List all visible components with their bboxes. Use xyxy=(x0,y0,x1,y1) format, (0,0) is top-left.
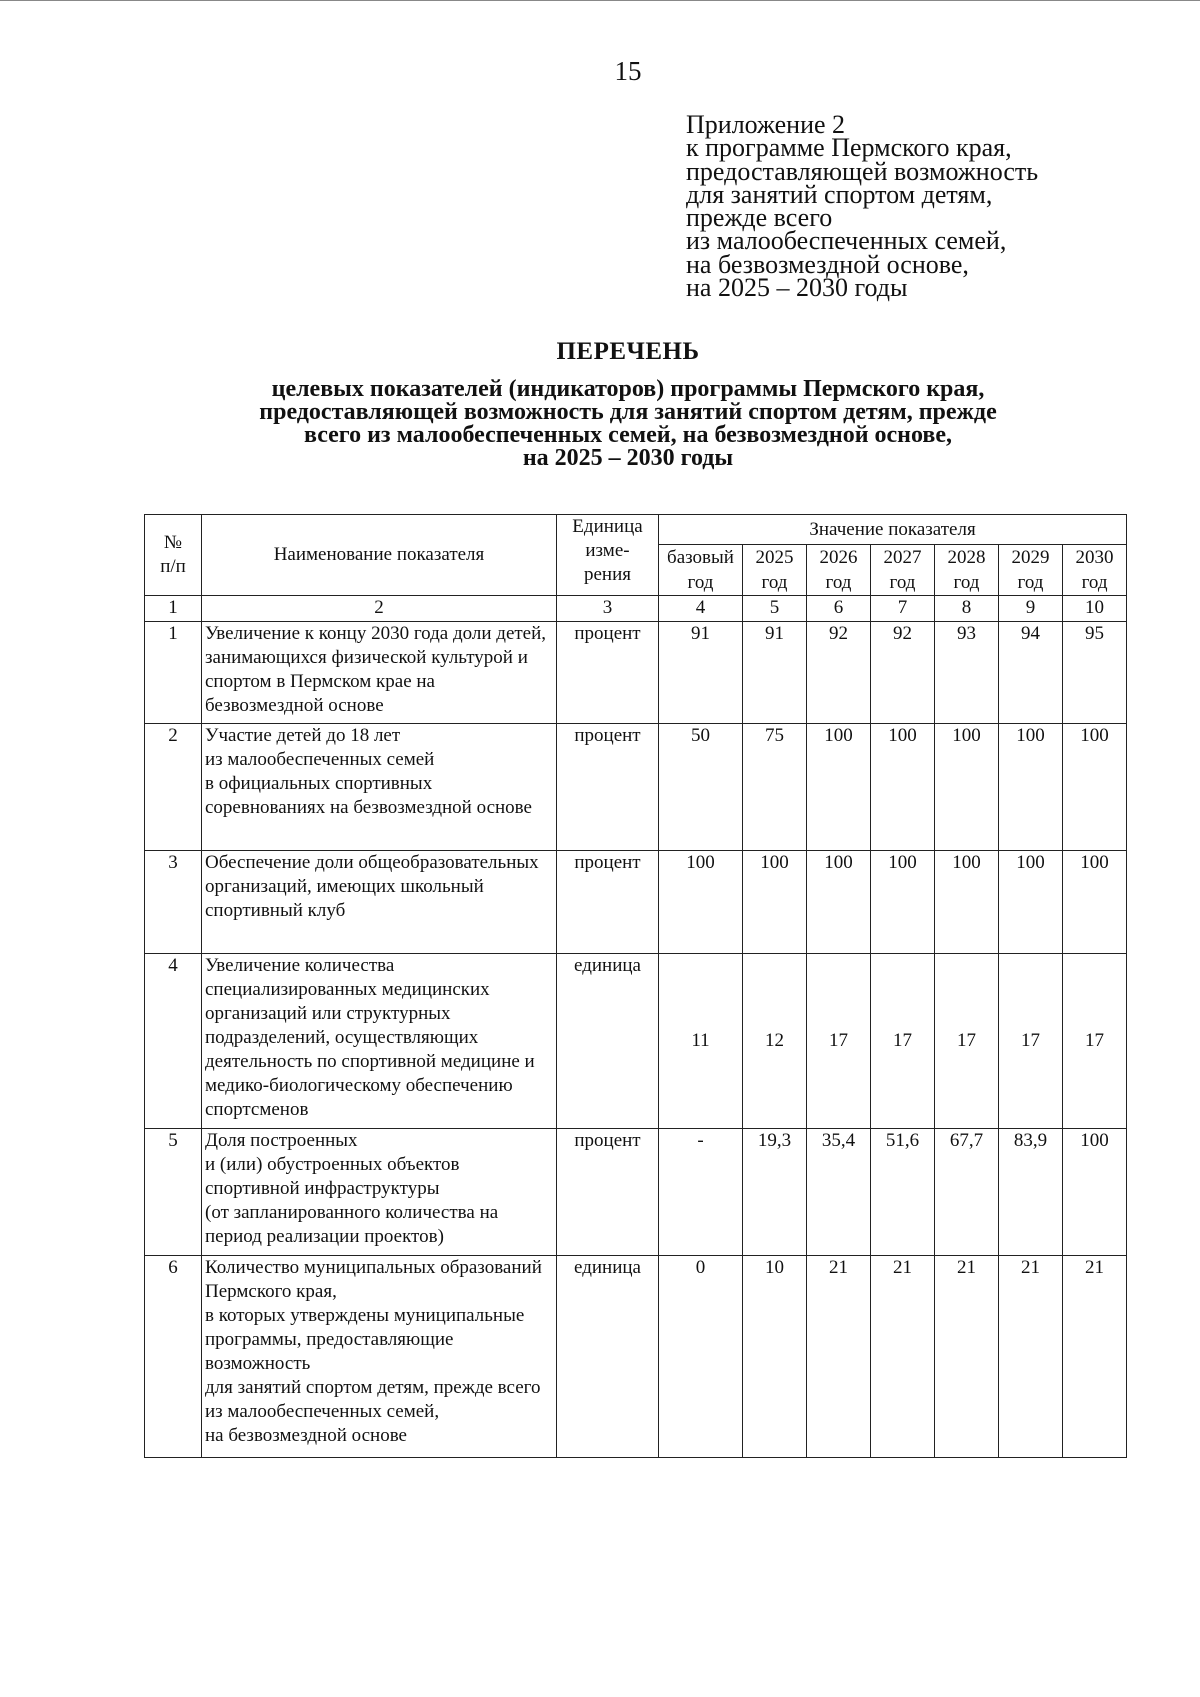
document-title: ПЕРЕЧЕНЬ xyxy=(556,338,700,365)
column-number: 3 xyxy=(557,596,659,622)
column-number: 4 xyxy=(659,596,743,622)
indicator-name: Количество муниципальных образований Пермского края, в которых утверждены муниципальные программы, предоставляющие возможность для занятий спортом детям, прежде всего из малообеспеченных семей, на безвозмездной основе xyxy=(202,1256,557,1458)
value-2028: 67,7 xyxy=(935,1129,999,1256)
value-2025: 10 xyxy=(743,1256,807,1458)
indicator-unit: процент xyxy=(557,622,659,724)
column-number: 9 xyxy=(999,596,1063,622)
value-2029: 100 xyxy=(999,724,1063,851)
page-number: 15 xyxy=(614,56,642,86)
value-2029: 21 xyxy=(999,1256,1063,1458)
header-year-2029: 2029 год xyxy=(999,545,1063,596)
column-number: 8 xyxy=(935,596,999,622)
indicator-name: Увеличение количества специализированных медицинских организаций или структурных подразделений, осуществляющих деятельность по спортивной медицине и медико-биологическому обеспечению спортсменов xyxy=(202,954,557,1129)
value-base: 50 xyxy=(659,724,743,851)
indicator-name: Доля построенных и (или) обустроенных объектов спортивной инфраструктуры (от запланированного количества на период реализации проектов) xyxy=(202,1129,557,1256)
column-number: 10 xyxy=(1063,596,1127,622)
value-2030: 100 xyxy=(1063,851,1127,954)
header-year-2030: 2030 год xyxy=(1063,545,1127,596)
value-base: 11 xyxy=(659,954,743,1129)
value-2030: 100 xyxy=(1063,724,1127,851)
indicator-name: Участие детей до 18 лет из малообеспеченных семей в официальных спортивных соревнованиях на безвозмездной основе xyxy=(202,724,557,851)
value-2029: 100 xyxy=(999,851,1063,954)
table-row xyxy=(145,724,1127,851)
row-num: 5 xyxy=(145,1129,202,1256)
value-2025: 75 xyxy=(743,724,807,851)
indicator-unit: единица xyxy=(557,1256,659,1458)
value-2025: 91 xyxy=(743,622,807,724)
value-2027: 92 xyxy=(871,622,935,724)
table-row xyxy=(145,1256,1127,1458)
column-number: 7 xyxy=(871,596,935,622)
row-num: 1 xyxy=(145,622,202,724)
value-2026: 100 xyxy=(807,724,871,851)
column-number: 5 xyxy=(743,596,807,622)
value-2030: 95 xyxy=(1063,622,1127,724)
indicator-unit: процент xyxy=(557,851,659,954)
header-year-2026: 2026 год xyxy=(807,545,871,596)
value-2027: 17 xyxy=(871,954,935,1129)
header-unit: Единица изме- рения xyxy=(557,515,659,596)
value-2030: 17 xyxy=(1063,954,1127,1129)
header-value-group: Значение показателя xyxy=(659,515,1127,545)
table-row xyxy=(145,954,1127,1129)
value-2029: 94 xyxy=(999,622,1063,724)
value-2025: 100 xyxy=(743,851,807,954)
value-2029: 17 xyxy=(999,954,1063,1129)
column-numbers-row xyxy=(145,596,1127,622)
header-year-base: базовый год xyxy=(659,545,743,596)
row-num: 3 xyxy=(145,851,202,954)
indicator-unit: процент xyxy=(557,1129,659,1256)
indicator-unit: единица xyxy=(557,954,659,1129)
indicator-name: Обеспечение доли общеобразовательных организаций, имеющих школьный спортивный клуб xyxy=(202,851,557,954)
value-2027: 51,6 xyxy=(871,1129,935,1256)
value-2026: 17 xyxy=(807,954,871,1129)
value-2028: 93 xyxy=(935,622,999,724)
value-base: 0 xyxy=(659,1256,743,1458)
header-year-2025: 2025 год xyxy=(743,545,807,596)
value-2030: 100 xyxy=(1063,1129,1127,1256)
value-2028: 100 xyxy=(935,724,999,851)
header-num: № п/п xyxy=(145,515,202,596)
value-2030: 21 xyxy=(1063,1256,1127,1458)
value-2027: 21 xyxy=(871,1256,935,1458)
header-year-2028: 2028 год xyxy=(935,545,999,596)
value-2028: 17 xyxy=(935,954,999,1129)
table-row xyxy=(145,851,1127,954)
value-2026: 21 xyxy=(807,1256,871,1458)
row-num: 2 xyxy=(145,724,202,851)
column-number: 2 xyxy=(202,596,557,622)
appendix-note: Приложение 2 к программе Пермского края, предоставляющей возможность для занятий спортом детям, прежде всего из малообеспеченных семей, на безвозмездной основе, на 2025 – 2030 годы xyxy=(686,110,1039,303)
header-year-2027: 2027 год xyxy=(871,545,935,596)
indicator-unit: процент xyxy=(557,724,659,851)
value-2027: 100 xyxy=(871,724,935,851)
column-number: 6 xyxy=(807,596,871,622)
value-base: 100 xyxy=(659,851,743,954)
table-header-row xyxy=(145,515,1127,545)
table-row xyxy=(145,622,1127,724)
value-base: - xyxy=(659,1129,743,1256)
value-2028: 21 xyxy=(935,1256,999,1458)
value-2026: 92 xyxy=(807,622,871,724)
row-num: 6 xyxy=(145,1256,202,1458)
value-2027: 100 xyxy=(871,851,935,954)
page-top-border xyxy=(0,0,1200,1)
document-subtitle: целевых показателей (индикаторов) программы Пермского края, предоставляющей возможность для занятий спортом детям, прежде всего из малообеспеченных семей, на безвозмездной основе, на 2025 – 2030 годы xyxy=(259,376,997,471)
value-2028: 100 xyxy=(935,851,999,954)
value-2026: 100 xyxy=(807,851,871,954)
value-2029: 83,9 xyxy=(999,1129,1063,1256)
table-row xyxy=(145,1129,1127,1256)
value-2025: 12 xyxy=(743,954,807,1129)
indicators-table xyxy=(144,514,1127,1458)
value-2025: 19,3 xyxy=(743,1129,807,1256)
value-2026: 35,4 xyxy=(807,1129,871,1256)
column-number: 1 xyxy=(145,596,202,622)
header-name: Наименование показателя xyxy=(202,515,557,596)
indicator-name: Увеличение к концу 2030 года доли детей, занимающихся физической культурой и спортом в Пермском крае на безвозмездной основе xyxy=(202,622,557,724)
row-num: 4 xyxy=(145,954,202,1129)
value-base: 91 xyxy=(659,622,743,724)
